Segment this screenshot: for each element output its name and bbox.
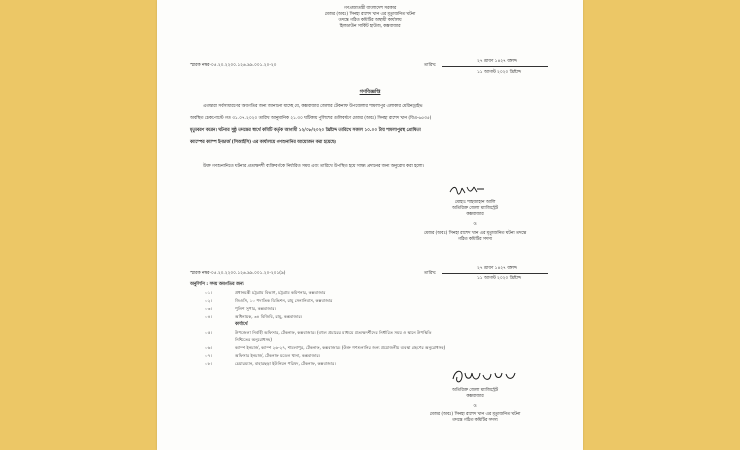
action-item-number: ০৮। xyxy=(205,361,212,366)
cc-item-text: প্রধানমন্ত্রী চট্টগ্রাম বিভাগ, চট্টগ্রাম কমিশনার, কক্সবাজার xyxy=(235,290,326,295)
cc-item-number: ০২। xyxy=(205,298,212,303)
signer-2-and: ও xyxy=(473,404,477,409)
signer-1-role: অতিরিক্ত জেলা ম্যাজিস্ট্রেট xyxy=(452,206,498,211)
signer-1-place: কক্সবাজার xyxy=(466,212,484,217)
body-line-4: ক্যাম্পের ক্যাম্প ইনচার্জ (সিআইসি) এর কার্যালয়ে গণশুনানির আয়োজন করা হয়েছে। xyxy=(190,140,337,145)
signer-2-committee-line-1: মেজর (অবঃ) সিনহা রাশেদ খান এর মৃত্যুজনিত ঘটনা xyxy=(429,412,521,417)
action-item-number: ০৫। xyxy=(205,330,212,335)
body-line-2: অবস্থিত চেকপোস্টে গত ৩১.০৭.২০২০ তারিখ আনুমানিক ২১.৩০ ঘটিকায় পুলিশের গুলিবর্ষণে মেজর (অবঃ) সিনহা রাশেদ খান (বিএ-৬৫৩৫) xyxy=(190,116,432,121)
body-line-3: মৃত্যুবরণ করেন। ঘটনার সুষ্ঠু তদন্তের স্বার্থে কমিটি কর্তৃক আগামী ১২/০৮/২০২০ খ্রিষ্টাব্দ তারিখে সকাল ১০.০০ টায় শামলাপুরস্থ প্রোষিতা xyxy=(190,128,421,133)
memo-number: স্মারক নম্বর-০৫.২০.২২০০.১২৬.৯৯.০০১.২০-২০ xyxy=(190,63,277,68)
date-bangla: ২৭ শ্রাবণ ১৪২৭ বঙ্গাব্দ xyxy=(477,59,517,64)
action-item-text: নিশ্চিতের অনুরোধসহ) xyxy=(235,337,272,342)
action-item-text: চেয়ারম্যান, বাহারছড়া ইউনিয়ন পরিষদ, টেকনাফ, কক্সবাজার। xyxy=(235,361,336,366)
signer-1-committee-line-1: মেজর (অবঃ) সিনহা রাশেদ খান এর মৃত্যুজনিত ঘটনা তদন্তে xyxy=(423,231,527,236)
date-english: ১১ আগস্ট ২০২০ খ্রিষ্টাব্দ xyxy=(477,70,521,75)
signer-1-committee-line-2: গঠিত কমিটির সদস্য xyxy=(457,237,493,242)
date-divider xyxy=(442,66,548,67)
memo-number-2: স্মারক নম্বর-০৫.২০.২২০০.১২৬.৯৯.০০১.২০-২০১(৯) xyxy=(190,271,286,276)
closing-line: উক্ত গণশুনানিতে ঘটনার প্রত্যক্ষদর্শী ব্যক্তিবর্গকে নির্ধারিত সময় এবং তারিখে উপস্থিত হয়ে সাক্ষ্য প্রদানের জন্য অনুরোধ করা হলো। xyxy=(203,164,425,169)
action-item-text: ক্যাম্প ইনচার্জ, ক্যাম্প ২৬-২৭, শামলাপুর, টেকনাফ, কক্সবাজার। (উক্ত গণশুনানির জন্য প্রয়োজনীয় ব্যবস্থা গ্রহণের অনুরোধসহ) xyxy=(235,345,446,350)
cc-title: অনুলিপি : সদয় অবগতির জন্য xyxy=(190,282,244,287)
cc-item-number: ০৪। xyxy=(205,314,212,319)
date-label-2: তারিখ: xyxy=(424,271,437,276)
notice-document xyxy=(157,0,583,450)
action-item-text: অফিসার ইনচার্জ, টেকনাফ মডেল থানা, কক্সবাজার। xyxy=(235,353,321,358)
signer-1-and: ও xyxy=(473,222,477,227)
cc-item-text: জিওসি, ১০ পদাতিক ডিভিশন, রামু সেনানিবাস, কক্সবাজার xyxy=(235,298,333,303)
body-line-1: এতদ্বারা সর্বসাধারণের অবগতির জন্য জানানো যাচ্ছে যে, কক্সবাজার জেলার টেকনাফ উপজেলার শামলাপুর এলাকার মেরিনড্রাইভ xyxy=(203,104,423,109)
signer-1-name: মোহাঃ শাহজাহান আলি xyxy=(454,200,496,205)
notice-title: গণবিজ্ঞপ্তি xyxy=(359,89,381,95)
signature-2-graphic xyxy=(449,367,521,387)
date2-english: ১১ আগস্ট ২০২০ খ্রিষ্টাব্দ xyxy=(477,276,521,281)
cc-item-number: ০৩। xyxy=(205,306,212,311)
cc-item-text: অধিনায়ক, ৩৪ বিজিবি, রামু, কক্সবাজার। xyxy=(235,314,303,319)
date2-divider xyxy=(442,273,548,274)
signature-1-graphic xyxy=(447,183,487,197)
header-line-3: তদন্তে গঠিত কমিটির অস্থায়ী কার্যালয় xyxy=(338,18,402,23)
action-item-number: ০৭। xyxy=(205,353,212,358)
action-title: কার্যার্থে xyxy=(235,322,248,327)
cc-item-text: পুলিশ সুপার, কক্সবাজার। xyxy=(235,306,277,311)
header-line-2: মেজর (অবঃ) সিনহা রাশেদ খান এর মৃত্যুজনিত ঘটনা xyxy=(324,12,416,17)
header-line-4: হিলডাউন সার্কিট হাউজ, কক্সবাজার xyxy=(339,24,401,29)
cc-item-number: ০১। xyxy=(205,290,212,295)
action-item-text: উপজেলা নির্বাহী অফিসার, টেকনাফ, কক্সবাজার। (বহুল প্রচারের মাধ্যমে প্রত্যক্ষদর্শীদের নির্ধারিত সময় ও স্থানে উপস্থিতি xyxy=(235,330,432,335)
signer-2-committee-line-2: তদন্তে গঠিত কমিটির সদস্য xyxy=(452,418,498,423)
signer-2-role: অতিরিক্ত জেলা ম্যাজিস্ট্রেট xyxy=(452,388,498,393)
date2-bangla: ২৭ শ্রাবণ ১৪২৭ বঙ্গাব্দ xyxy=(477,266,517,271)
signer-2-place: কক্সবাজার xyxy=(466,394,484,399)
header-line-1: গণপ্রজাতন্ত্রী বাংলাদেশ সরকার xyxy=(343,6,397,11)
action-item-number: ০৬। xyxy=(205,345,212,350)
date-label: তারিখ: xyxy=(424,63,437,68)
